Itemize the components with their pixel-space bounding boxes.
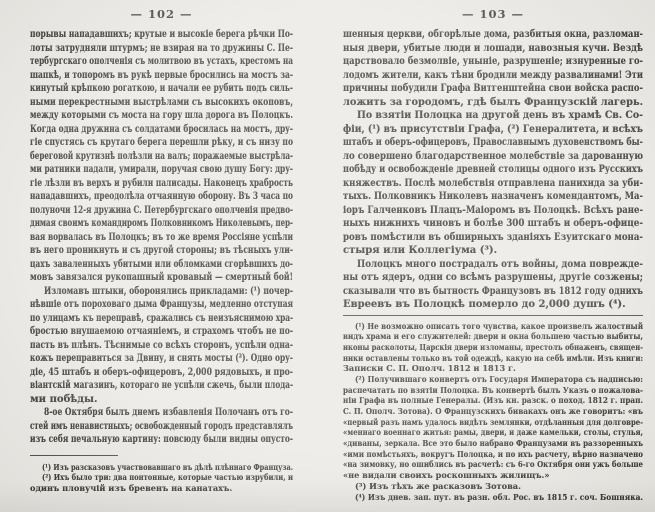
text-line: діе, 45 штабъ и оберъ-офицеровъ, 2,000 рядовыхъ, и про- [30,366,293,378]
text-line: пасть въ плѣнъ. Тѣснимые со всѣхъ сторонъ, успѣли одна- [30,339,293,351]
footnote-line: (⁴) Изъ днев. зап. пут. въ разн. обл. Рос. въ 1815 г. соч. Бошняка. [355,491,643,502]
text-line: по улицамъ къ переправѣ, сражались съ неизъяснимою хра- [30,312,293,324]
footnote-line: «первый разъ намъ удалось видѣть землянки, отдѣланныя для долговре- [343,416,643,427]
text-line: Когда одна дружина съ солдатами бросилась на мостъ, дру- [30,123,293,135]
text-line: стыря или Коллегіума (³). [343,245,498,256]
page-number-header: — 103 — [461,7,524,21]
text-line: По взятіи Полоцка на другой день въ храмѣ Св. Со- [357,110,643,121]
text-line: ныя двери, убитые люди и лошади, навозныя кучи. Вездѣ [343,42,643,54]
text-line: тербургскаго ополченія съ молитвою въ устахъ, крестомъ на [30,56,293,67]
text-line: нападавшихъ, преодолѣла отчаянную оборону. Въ 3 часа по [30,191,293,202]
page-102 [30,0,293,512]
footnote-line: «меннаго военнаго житья: рамы, двери, и даже камельки, столы, стулья, [343,427,643,438]
footnote-line: Записки С. П. Ополч. 1812 и 1813 г. [343,363,516,374]
text-line: іоръ Галченковъ Плацъ-Маіоромъ въ Полоцкѣ. Всѣхъ ране- [343,204,643,216]
footnote-line: (¹) Изъ разсказовъ участвовавшаго въ дѣлѣ плѣннаго Француза. [42,461,293,472]
footnote-line: «диваны, зеркала. Все это было набрано Французами въ раззоренныхъ [343,438,643,449]
footnote-separator [30,455,118,456]
page-103 [343,0,643,512]
text-line: княжествъ. Послѣ молебствія отправлена панихида за уби- [343,177,643,189]
text-line: полуночи 12-я дружина С. Петербургскаго ополченія предво- [30,204,293,216]
text-line: тыхъ. Полковникъ Николевъ назначенъ комендантомъ, Ма- [343,191,643,202]
text-line: штабъ и оберъ-офицеровъ, Православнымъ духовенствомъ бы- [343,137,643,148]
footnote-line: видъ храма и его служителей: двери и окна большею частью выбиты, [343,331,643,342]
text-line: лодомъ жители, какъ тѣни бродили между развалинами! Эти [343,69,643,81]
footnote-line: (²) Ихъ было три: два понтонные, которые частью изрубили, и [42,472,293,483]
footnote-line: (¹) Не возможно описать того чувства, какое произвелъ жалостный [355,320,643,331]
text-line: сказывали что въ бытность Французовъ въ 1812 году однихъ [343,285,643,297]
text-line: ровъ помѣстили въ обширныхъ зданіяхъ Езуитскаго мона- [343,231,643,243]
text-line: кинутый крѣпкою рогаткою, и начали ее рубить подъ силь- [30,83,293,94]
footnotes [343,321,643,503]
text-line: изъ себя печальную картину: повсюду были видны опусто- [30,434,293,445]
footnote-line: (²) Получившаго конвертъ отъ Государя Императора съ надписью: [355,373,643,384]
text-line: шенныя церкви, обгорѣлые дома, разбитыя окна, разломан- [343,29,643,40]
text-line: мовъ завязался рукопашный кровавый — смертный бой! [30,272,293,283]
text-line: бростью внушаемою отчаяніемъ, и страхомъ чтобъ не по- [30,326,293,337]
footnote-separator [343,315,643,316]
text-line: кожъ переправиться за Двину, и снять мосты (²). Одно ору- [30,353,293,364]
footnotes [30,462,293,494]
footnote-line: (³) Изъ тѣхъ же расказовъ Зотова. [355,480,521,491]
text-line: шапкѣ, и топоромъ въ рукѣ первые бросились на мостъ за- [30,69,293,81]
text-line: 8-ое Октября былъ днемъ избавленія Полочанъ отъ го- [44,407,293,418]
footnote-line: одинъ пловучій изъ бревенъ на канатахъ. [30,482,233,493]
text-line: побѣду и освобожденіе древней столицы одного изъ Русскихъ [343,164,643,175]
text-line: ми побѣды. [30,393,98,405]
text-line: между которыми съ моста на гору шла дорога въ Полоцкъ. [30,110,293,121]
text-line: береговой крутизнѣ полѣзли на валъ; поражаемые выстрѣла- [30,150,293,162]
text-line: ми ратники падали, умирали, поручая свою душу Богу: дру- [30,164,293,175]
footnote-line: «не видали своихъ роскошныхъ жилищъ.» [343,470,550,481]
text-line: ны отъ ядеръ, одни со всѣмъ разрушены, другіе созжены; [343,272,643,283]
text-line: ными перекрестными выстрѣлами съ высокихъ окоповъ, [30,96,293,108]
text-line: вая ворвалась въ Полоцкъ; въ то же время Россіяне успѣли [30,231,293,243]
text-line: ныхъ нижнихъ чиновъ и болѣе 300 штабъ и оберъ-офице- [343,218,643,229]
page-number-header: — 102 — [130,7,193,21]
footnote-line: «ими помѣстьяхъ, вокругъ Полоцка, и по ихъ расчету, вѣрно назначено [343,448,643,459]
text-line: Полоцкъ много пострадалъ отъ войны, дома поврежде- [357,258,643,270]
text-line: ложить за городомъ, гдѣ былъ Французскій лагерь. [343,96,643,108]
text-line: въ него проникнуть и съ другой стороны; въ тѣсныхъ ули- [30,245,293,256]
footnote-line: иконы расколоты, Царскія двери изломаны, престолъ обнаженъ, священ- [343,341,643,352]
page-body [343,28,643,312]
text-line: стей имъ ненавистныхъ; освобожденный городъ представлялъ [30,420,293,432]
text-line: димая своимъ командиромъ Полковникомъ Николевымъ, пер- [30,218,293,229]
footnote-line: ники оставлены только въ той одеждѣ, какую на себѣ имѣли. Изъ книги: [343,352,643,363]
footnote-line: ніи Графа въ полные Генералы. (Изъ кн. разск. о поход. 1812 г. прап. [343,395,643,406]
text-line: цахъ заваленныхъ убитыми или обломками сгорѣвшихъ до- [30,258,293,270]
text-line: царствовало безмолвіе, уныніе, разрушеніе; изнуренные го- [343,56,643,67]
text-line: нѣвшіе отъ пороховаго дыма Французы, медленно отступая [30,299,293,310]
text-line: порывы нападавшихъ; крутые и высокіе берега рѣчки По- [30,29,293,40]
text-line: Изломавъ штыки, оборонялись прикладами: (¹) почер- [44,285,293,297]
footnote-line: «на зимовку, но ошиблись въ расчетѣ: съ 6-го Октября они ужъ больше [343,459,643,470]
text-line: причины побудили Графа Витгенштейна свои войска распо- [343,83,643,94]
text-line: фіи, (¹) въ присутствіи Графа, (²) Генералитета, и всѣхъ [343,123,643,135]
page-body [30,28,293,447]
text-line: гіе спустясь съ крутаго берега перешли рѣку, и съ низу по [30,137,293,148]
text-line: віантскій магазинъ, котораго не успѣли сжечь, были плода- [30,380,293,391]
text-line: лоты затрудняли штурмъ; не взирая на то дружины С. Пе- [30,42,293,54]
footnote-line: распечатать по взятіи Полоцка. Въ конвертѣ былъ Указъ о пожалова- [343,384,643,395]
text-line: гіе лѣзли въ верхъ и рубили палисады. Наконецъ храбрость [30,177,293,189]
footnote-line: С. П. Ополч. Зотова). О Французскихъ бивакахъ онъ же говоритъ: «въ [343,406,643,416]
text-line: Евреевъ въ Полоцкѣ померло до 2,000 душъ (⁴). [343,299,626,310]
text-line: ло совершено благодарственное молебствіе за дарованную [343,150,643,162]
